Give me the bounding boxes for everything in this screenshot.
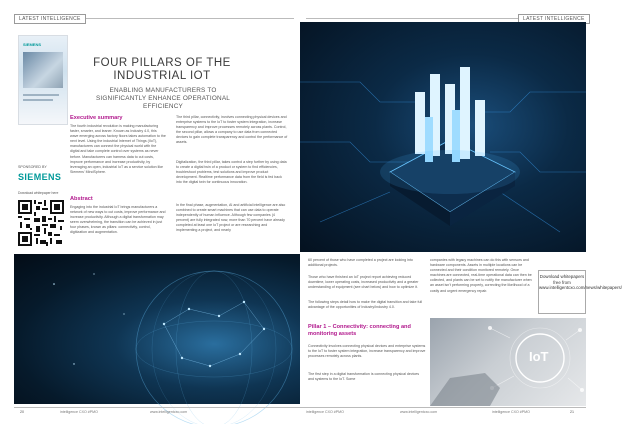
pillar-1-body-1: Connectivity involves connecting physical devices and enterprise systems to the IoT to foster system integration, increase transparency and improve processes remotely across plants. <box>308 344 426 359</box>
col2-paragraph-3: In the final phase, augmentation, AI and artificial intelligence are also combined to create smart machines that can use data to operate independently of human influence. Although few companies (4 percent) are fully integrated now, more than 70 percent have already completed at least one IoT project or are researching and implementing a project, and nearly <box>176 203 286 233</box>
qr-code[interactable] <box>18 200 64 246</box>
download-whitepapers-text[interactable]: Download whitepapers free from www.intelligentcxo.com/news/whitepapers/ <box>539 274 622 291</box>
pillar-1-heading: Pillar 1 – Connectivity: connecting and monitoring assets <box>308 324 411 337</box>
abstract-heading: Abstract <box>70 196 93 202</box>
latest-intelligence-tag-right: LATEST INTELLIGENCE <box>518 14 590 24</box>
cover-brand: SIEMENS <box>23 42 42 47</box>
right-col2-paragraph-1: companies with legacy machines can do this with sensors and hardware components. Assets in multiple locations can be connected and their condition monitored remotely. Once machines are connected, real-time operational data can then be collected, and plants can be set to notify the manufacturer when an asset isn't performing properly, correcting the likelihood of a costly and urgent emergency repair. <box>430 258 532 293</box>
qr-caption: Download whitepaper here <box>18 191 59 195</box>
footer-magazine-left: intelligence CXO #PMO <box>60 410 98 414</box>
article-title: FOUR PILLARS OF THE INDUSTRIAL IOT <box>93 57 231 82</box>
footer-rule-right <box>300 407 586 408</box>
latest-intelligence-tag-left: LATEST INTELLIGENCE <box>14 14 86 24</box>
iot-graphic <box>430 318 586 406</box>
sponsor-label: SPONSORED BY <box>18 165 47 169</box>
right-col1-paragraph-3: The following steps detail how to make the digital transition and take full advantage of the opportunities of Industry/Industry 4.0. <box>308 300 423 310</box>
page-number-left: 20 <box>20 410 24 414</box>
chip-graphic <box>300 22 586 252</box>
col2-paragraph-1: The third pillar, connectivity, involves connecting physical devices and enterprise systems to the IoT to foster system integration, increase transparency and improve processes remotely across plants. Control, the second pillar, allows a company to use data from connected devices to gain complete transparency and control the performance of assets. <box>176 115 288 145</box>
circuit-chip-image <box>300 22 586 252</box>
right-col1-paragraph-1: 60 percent of those who have completed a project are looking into additional projects. <box>308 258 413 268</box>
right-col1-paragraph-2: Those who have finished an IoT project report achieving reduced downtime, lower operating costs, increased productivity and a greater understanding of equipment (see chart below) and how to optimize it. <box>308 275 419 290</box>
page-number-right: 21 <box>570 410 574 414</box>
executive-summary-heading: Executive summary <box>70 115 123 121</box>
cover-text-line <box>23 99 53 101</box>
pillar-1-body-2: The first step in a digital transformation is connecting physical devices and systems to the IoT. Some <box>308 372 420 382</box>
iot-label: IoT <box>529 349 549 364</box>
abstract-body: Engaging into the industrial IoT brings manufacturers a network of new ways to cut costs, improve performance and increase productivity. Although a digital transformation may seem overwhelming, the transition can be achieved in just four phases, known as pillars: connectivity, control, digitization and augmentation. <box>70 205 166 235</box>
whitepaper-cover[interactable] <box>18 35 68 125</box>
globe-graphic <box>14 254 300 404</box>
article-subtitle: ENABLING MANUFACTURERS TO SIGNIFICANTLY ENHANCE OPERATIONAL EFFICIENCY <box>95 87 231 110</box>
footer-magazine-right-left: intelligence CXO #PMO <box>306 410 344 414</box>
siemens-logo: SIEMENS <box>18 172 62 182</box>
footer-url-right: www.intelligentcxo.com <box>400 410 438 414</box>
footer-url-left: www.intelligentcxo.com <box>150 410 188 414</box>
download-whitepapers-box[interactable] <box>538 270 622 314</box>
iot-hand-image <box>430 318 586 406</box>
col2-paragraph-2: Digitalization, the third pillar, takes control a step further by using data to create a digital twin of a product or system to find efficiencies, troubleshoot problems, test solutions and improve product development. Realtime performance data from the field is fed back into the digital twin for continuous innovation. <box>176 160 287 185</box>
footer-magazine-right: intelligence CXO #PMO <box>492 410 530 414</box>
footer-rule-left <box>14 407 300 408</box>
cover-photo <box>23 52 63 88</box>
executive-summary-body: The fourth industrial revolution is making manufacturing faster, smarter, and leaner. Known as Industry 4.0, this wave emerging across factory floors takes automation to the next level. Using the industrial Internet of Things (IIoT), manufacturers can connect the physical world with the digital and take complete control over systems as never before. Manufacturers can harness data to cut costs, improve performance and increase productivity, by leveraging an open, industrial IoT as a service solution like Siemens' MindSphere. <box>70 124 166 174</box>
globe-network-image <box>14 254 300 404</box>
cover-text-line <box>23 94 59 96</box>
